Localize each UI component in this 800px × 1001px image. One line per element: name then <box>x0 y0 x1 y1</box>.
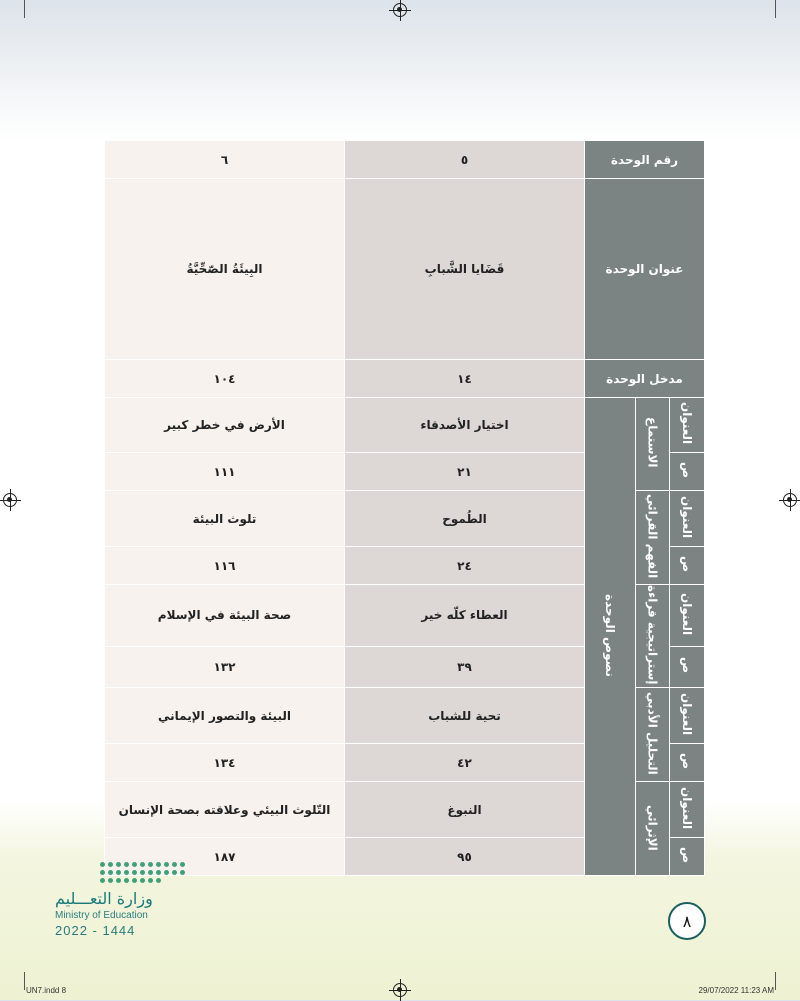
registration-mark-top <box>393 3 407 17</box>
unit-title-row <box>105 179 705 360</box>
unit6-number: ٦ <box>105 141 345 179</box>
crop-mark <box>24 0 25 18</box>
units-table <box>104 140 705 876</box>
unit5-section-title: اختيار الأصدقاء <box>345 398 585 453</box>
ministry-emblem-icon <box>100 862 190 883</box>
unit-intro-row <box>105 360 705 398</box>
unit5-section-page: ٢١ <box>345 453 585 491</box>
unit6-section-page: ١٨٧ <box>105 838 345 876</box>
page-label: ص <box>670 453 705 491</box>
table-row <box>105 398 705 453</box>
unit6-intro-page: ١٠٤ <box>105 360 345 398</box>
page-label: ص <box>670 744 705 782</box>
title-label: العنوان <box>670 688 705 744</box>
unit5-section-page: ٩٥ <box>345 838 585 876</box>
unit5-section-title: تحية للشباب <box>345 688 585 744</box>
unit6-section-title: الأرض في خطر كبير <box>105 398 345 453</box>
unit5-title: قَضَايا الشَّبابِ <box>345 179 585 360</box>
crop-mark <box>775 0 776 18</box>
unit-number-label: رقم الوحدة <box>585 141 705 179</box>
unit-intro-label: مدخل الوحدة <box>585 360 705 398</box>
unit5-section-title: النبوغ <box>345 782 585 838</box>
section-name: إستراتيجية قراءة <box>636 585 670 688</box>
unit6-section-title: التّلوث البيئي وعلاقته بصحة الإنسان <box>105 782 345 838</box>
unit-number-row <box>105 141 705 179</box>
ministry-logo <box>55 862 205 938</box>
unit-title-label: عنوان الوحدة <box>585 179 705 360</box>
section-name: التحليل الأدبي <box>636 688 670 782</box>
unit5-section-title: العطاء كلّه خير <box>345 585 585 647</box>
unit6-section-title: تلوث البيئة <box>105 491 345 547</box>
crop-mark <box>775 972 776 990</box>
registration-mark-bottom <box>393 983 407 997</box>
academic-year: 2022 - 1444 <box>55 923 136 938</box>
title-label: العنوان <box>670 491 705 547</box>
page-label: ص <box>670 646 705 688</box>
ministry-name-english: Ministry of Education <box>55 910 148 921</box>
unit5-section-title: الطُموح <box>345 491 585 547</box>
page-label: ص <box>670 838 705 876</box>
registration-mark-right <box>783 493 797 507</box>
unit5-number: ٥ <box>345 141 585 179</box>
unit5-section-page: ٣٩ <box>345 646 585 688</box>
unit5-section-page: ٤٢ <box>345 744 585 782</box>
unit6-section-page: ١٣٤ <box>105 744 345 782</box>
page-number: ٨ <box>668 902 706 940</box>
section-name: الإثرائي <box>636 782 670 876</box>
unit6-section-page: ١١١ <box>105 453 345 491</box>
unit5-intro-page: ١٤ <box>345 360 585 398</box>
section-name: الفهم القرائي <box>636 491 670 585</box>
title-label: العنوان <box>670 782 705 838</box>
title-label: العنوان <box>670 585 705 647</box>
footer-file-name: UN7.indd 8 <box>26 986 67 995</box>
page-label: ص <box>670 547 705 585</box>
unit5-section-page: ٢٤ <box>345 547 585 585</box>
group-label: نصوص الوحدة <box>585 398 636 876</box>
footer-date: 29/07/2022 11:23 AM <box>698 986 774 995</box>
unit6-section-page: ١٣٢ <box>105 646 345 688</box>
unit6-section-page: ١١٦ <box>105 547 345 585</box>
unit6-title: البِيئَةُ الصّحِّيَّةُ <box>105 179 345 360</box>
crop-mark <box>24 972 25 990</box>
section-name: الاستماع <box>636 398 670 491</box>
unit6-section-title: صحة البيئة في الإسلام <box>105 585 345 647</box>
title-label: العنوان <box>670 398 705 453</box>
unit6-section-title: البيئة والتصور الإيماني <box>105 688 345 744</box>
ministry-name-arabic: وزارة التعـــليم <box>55 889 153 908</box>
registration-mark-left <box>3 493 17 507</box>
